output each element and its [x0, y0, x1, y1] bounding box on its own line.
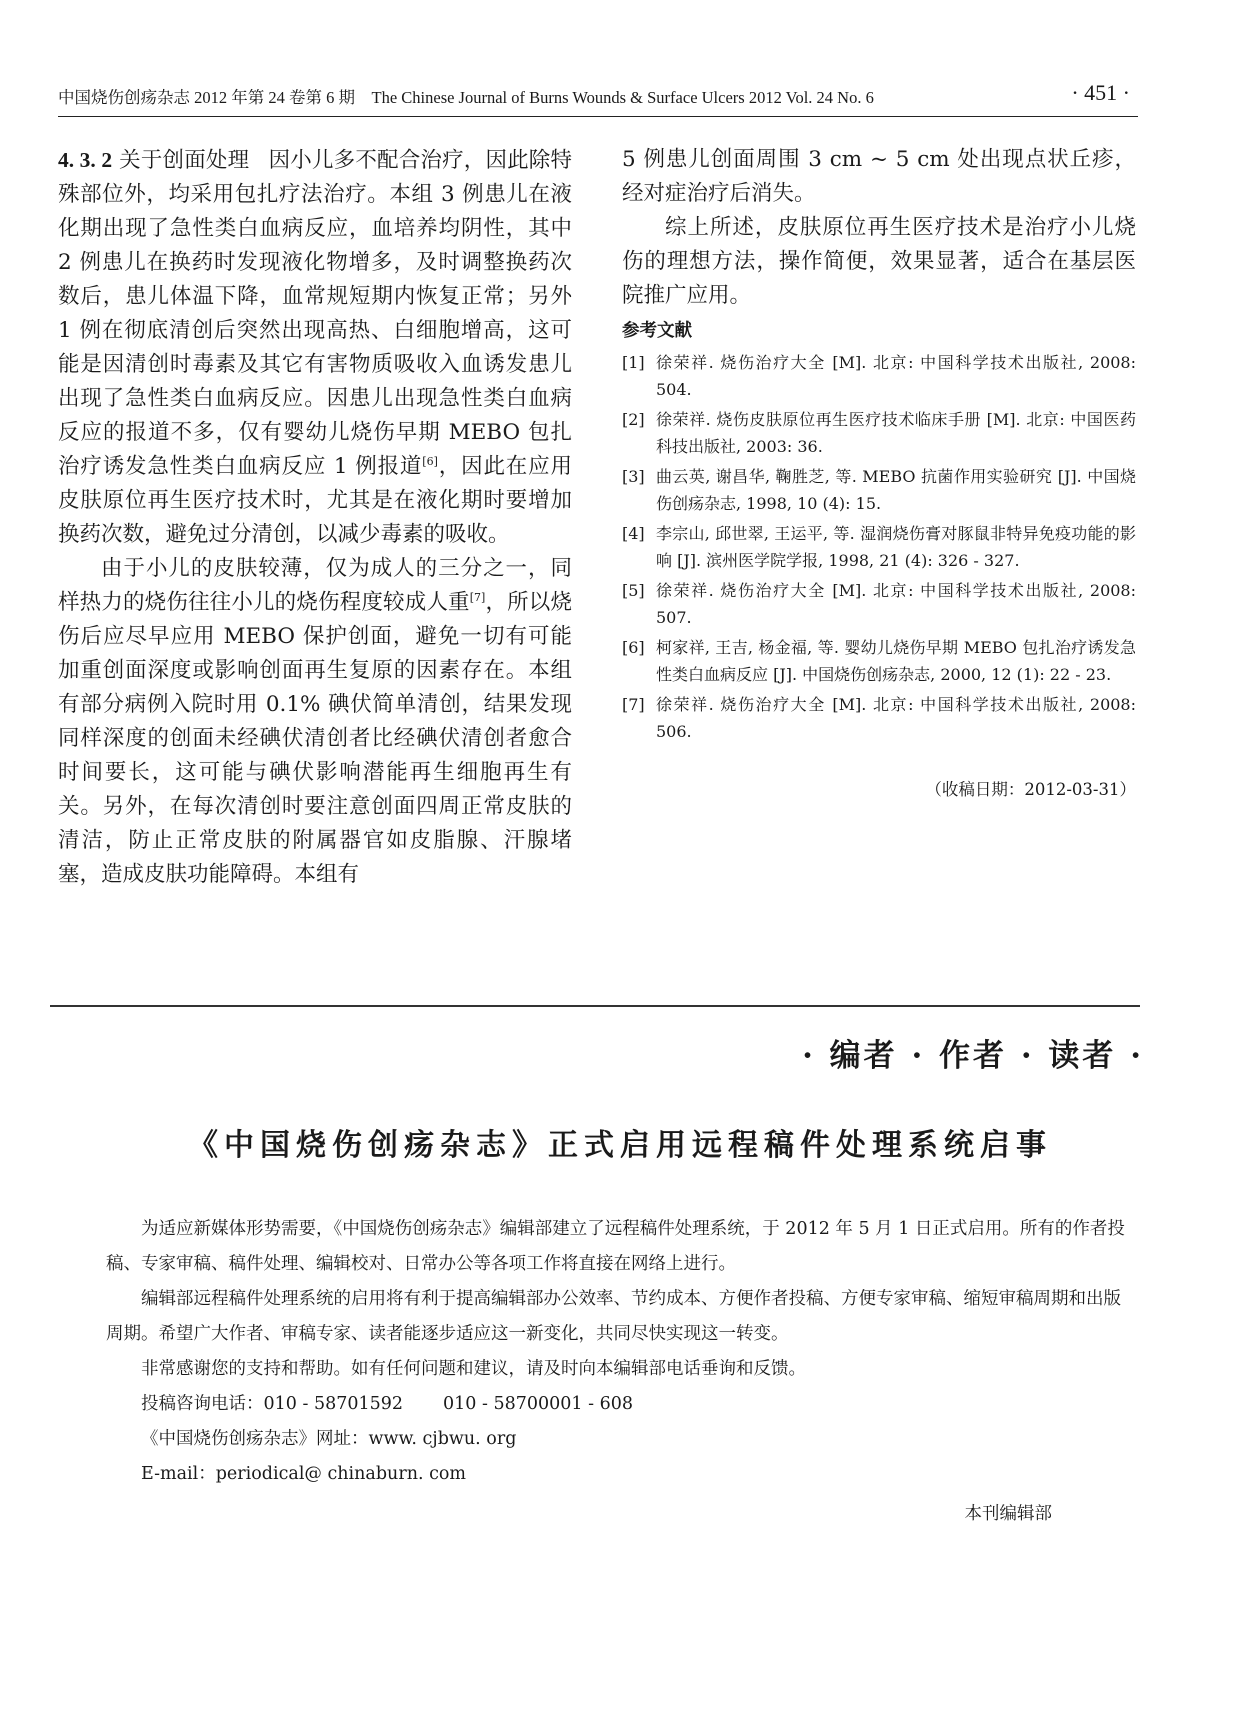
reference-text: 徐荣祥. 烧伤治疗大全 [M]. 北京: 中国科学技术出版社, 2008: 504. — [656, 353, 1136, 399]
phone-number-2: 010 - 58700001 - 608 — [443, 1394, 633, 1414]
reference-number: [1] — [622, 353, 645, 372]
reference-item — [622, 350, 1136, 403]
reference-number: [4] — [622, 524, 645, 543]
running-head-text: 中国烧伤创疡杂志 2012 年第 24 卷第 6 期 The Chinese Journal of Burns Wounds & Surface Ulcers 2012 Vol. 24 No. 6 — [58, 88, 874, 107]
citation-marker: [6] — [422, 454, 438, 468]
notice-paragraph: 编辑部远程稿件处理系统的启用将有利于提高编辑部办公效率、节约成本、方便作者投稿、方便专家审稿、缩短审稿周期和出版周期。希望广大作者、审稿专家、读者能逐步适应这一新变化，共同尽快实现这一转变。 — [106, 1289, 1121, 1344]
reference-item — [622, 578, 1136, 631]
reference-number: [2] — [622, 410, 645, 429]
reference-item — [622, 464, 1136, 517]
citation-marker: [7] — [469, 590, 486, 604]
right-column — [622, 143, 1136, 807]
website-label: 《中国烧伤创疡杂志》网址： — [141, 1429, 369, 1449]
reference-list — [622, 350, 1136, 745]
notice-body — [106, 1212, 1126, 1492]
running-header — [58, 80, 1138, 117]
reference-text: 徐荣祥. 烧伤皮肤原位再生医疗技术临床手册 [M]. 北京: 中国医药科技出版社, 2003: 36. — [656, 410, 1136, 456]
phone-label: 投稿咨询电话： — [141, 1394, 264, 1414]
notice-paragraph: 为适应新媒体形势需要，《中国烧伤创疡杂志》编辑部建立了远程稿件处理系统，于 2012 年 5 月 1 日正式启用。所有的作者投稿、专家审稿、稿件处理、编辑校对、日常办公等各项工作将直接在网络上进行。 — [106, 1219, 1125, 1274]
phone-number-1: 010 - 58701592 — [263, 1394, 404, 1414]
reference-item — [622, 521, 1136, 574]
section-number: 4. 3. 2 — [58, 148, 113, 172]
reference-item — [622, 692, 1136, 745]
references-heading: 参考文献 — [622, 321, 692, 341]
reference-text: 徐荣祥. 烧伤治疗大全 [M]. 北京: 中国科学技术出版社, 2008: 507. — [656, 581, 1136, 627]
reference-number: [7] — [622, 695, 645, 714]
reference-text: 曲云英, 谢昌华, 鞠胜芝, 等. MEBO 抗菌作用实验研究 [J]. 中国烧伤创疡杂志, 1998, 10 (4): 15. — [656, 467, 1136, 513]
paragraph-text: ，因此在应用皮肤原位再生医疗技术时，尤其是在液化期时要增加换药次数，避免过分清创，以减少毒素的吸收。 — [58, 454, 572, 547]
website-line — [106, 1422, 1126, 1457]
contact-phone-line — [106, 1387, 1126, 1422]
reference-number: [5] — [622, 581, 645, 600]
paragraph-text: ，所以烧伤后应尽早应用 MEBO 保护创面，避免一切有可能加重创面深度或影响创面再生复原的因素存在。本组有部分病例入院时用 0.1% 碘伏简单清创，结果发现同样深度的创面未经碘伏清创者比经碘伏清创者愈合时间要长，这可能与碘伏影响潜能再生细胞再生有关。另外，在每次清创时要注意创面四周正常皮肤的清洁，防止正常皮肤的附属器官如皮脂腺、汗腺堵塞，造成皮肤功能障碍。本组有 — [58, 590, 572, 887]
email-address: periodical@ chinaburn. com — [215, 1464, 467, 1484]
conclusion-paragraph: 综上所述，皮肤原位再生医疗技术是治疗小儿烧伤的理想方法，操作简便，效果显著，适合在基层医院推广应用。 — [622, 215, 1136, 308]
section-title: 关于创面处理 — [119, 148, 250, 173]
section-band-heading: · 编者 · 作者 · 读者 · — [802, 1038, 1144, 1074]
continued-paragraph: 5 例患儿创面周围 3 cm ~ 5 cm 处出现点状丘疹，经对症治疗后消失。 — [622, 147, 1136, 206]
reference-item — [622, 407, 1136, 460]
reference-item — [622, 635, 1136, 688]
editorial-signature: 本刊编辑部 — [964, 1504, 1052, 1524]
received-date: （收稿日期：2012-03-31） — [925, 780, 1136, 799]
notice-paragraph: 非常感谢您的支持和帮助。如有任何问题和建议，请及时向本编辑部电话垂询和反馈。 — [141, 1359, 806, 1379]
paragraph-text: 由于小儿的皮肤较薄，仅为成人的三分之一，同样热力的烧伤往往小儿的烧伤程度较成人重 — [58, 556, 572, 615]
paragraph-text: 因小儿多不配合治疗，因此除特殊部位外，均采用包扎疗法治疗。本组 3 例患儿在液化期出现了急性类白血病反应，血培养均阴性，其中 2 例患儿在换药时发现液化物增多，及时调整换药次数后，患儿体温下降，血常规短期内恢复正常；另外 1 例在彻底清创后突然出现高热、白细胞增高，这可能是因清创时毒素及其它有害物质吸收入血诱发患儿出现了急性类白血病反应。因患儿出现急性类白血病反应的报道不多，仅有婴幼儿烧伤早期 MEBO 包扎治疗诱发急性类白血病反应 1 例报道 — [58, 148, 572, 479]
reference-text: 徐荣祥. 烧伤治疗大全 [M]. 北京: 中国科学技术出版社, 2008: 506. — [656, 695, 1136, 741]
left-column — [58, 143, 572, 892]
section-divider — [50, 1005, 1140, 1007]
notice-title: 《中国烧伤创疡杂志》正式启用远程稿件处理系统启事 — [188, 1128, 1052, 1163]
email-line — [106, 1457, 1126, 1492]
reference-number: [6] — [622, 638, 645, 657]
reference-text: 柯家祥, 王吉, 杨金福, 等. 婴幼儿烧伤早期 MEBO 包扎治疗诱发急性类白血病反应 [J]. 中国烧伤创疡杂志, 2000, 12 (1): 22 - 23. — [656, 638, 1136, 684]
page-number: · 451 · — [1071, 80, 1130, 105]
reference-number: [3] — [622, 467, 645, 486]
reference-text: 李宗山, 邱世翠, 王运平, 等. 湿润烧伤膏对豚鼠非特异免疫功能的影响 [J]. 滨州医学院学报, 1998, 21 (4): 326 - 327. — [656, 524, 1136, 570]
section-4-3-2-paragraph — [58, 143, 572, 552]
email-label: E-mail： — [141, 1464, 216, 1484]
website-url: www. cjbwu. org — [368, 1429, 517, 1449]
skin-paragraph — [58, 552, 572, 892]
